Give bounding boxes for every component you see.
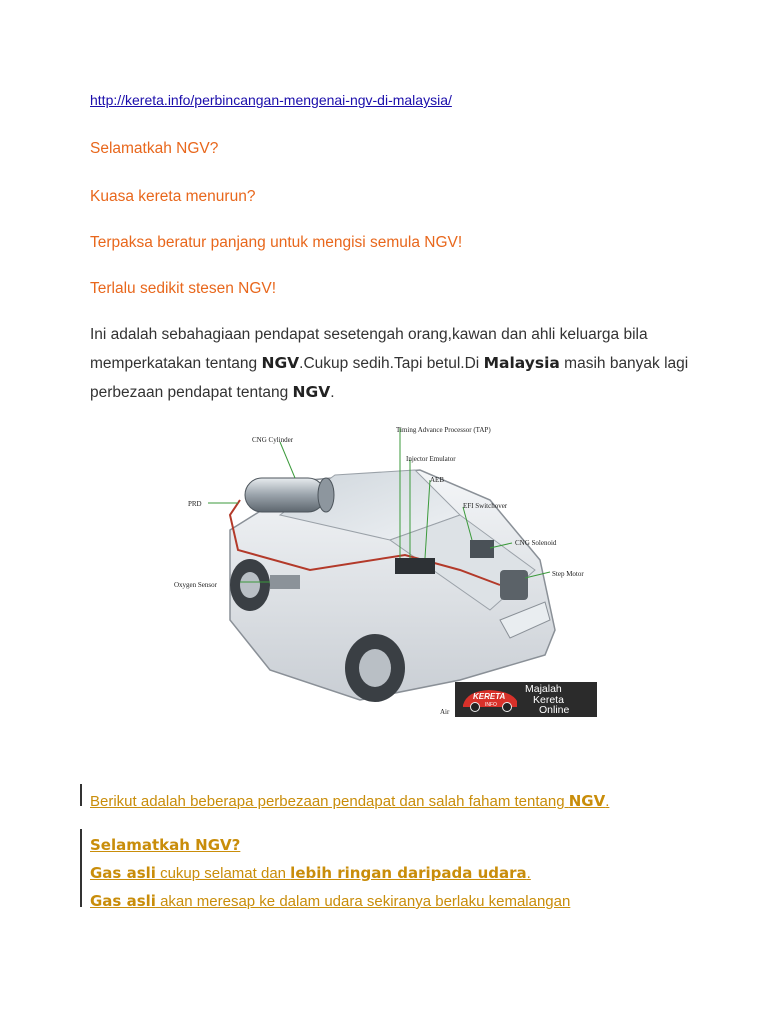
section-intro[interactable] xyxy=(90,792,609,810)
label-cng-cylinder: CNG Cylinder xyxy=(252,436,294,444)
section-intro-text: Berikut adalah beberapa perbezaan pendapat dan salah faham tentang xyxy=(90,793,569,810)
label-oxygen-sensor: Oxygen Sensor xyxy=(174,581,217,589)
line2-text: akan meresap ke dalam udara sekiranya berlaku kemalangan xyxy=(155,893,571,910)
label-step-motor: Step Motor xyxy=(552,570,584,578)
section-line-2[interactable] xyxy=(90,892,570,910)
cng-cylinder xyxy=(245,478,334,512)
section-line-1[interactable] xyxy=(90,864,531,882)
intro-text-3: masih banyak lagi perbezaan pendapat tentang xyxy=(90,355,689,401)
question-2: Kuasa kereta menurun? xyxy=(90,188,256,205)
ngv-car-diagram xyxy=(160,420,590,720)
logo-sub: INFO xyxy=(485,702,497,708)
section-intro-ngv: NGV xyxy=(568,792,606,810)
component-boxes xyxy=(395,558,435,574)
intro-text-4: . xyxy=(330,384,335,401)
logo-word: KERETA xyxy=(473,692,506,701)
badge-line-2: Kereta xyxy=(533,693,564,706)
question-4: Terlalu sedikit stesen NGV! xyxy=(90,280,277,297)
line2-bold: Gas asli xyxy=(90,892,156,910)
section-heading[interactable] xyxy=(90,836,240,854)
question-1: Selamatkah NGV? xyxy=(90,140,219,157)
intro-text-1: Ini adalah sebahagiaan pendapat sesetengah orang,kawan dan ahli keluarga bila memperkatakan tentang xyxy=(90,326,648,372)
section-heading-text: Selamatkah NGV? xyxy=(90,836,241,854)
section-intro-end: . xyxy=(605,793,610,810)
badge-text xyxy=(525,684,569,716)
line1-bold-a: Gas asli xyxy=(90,864,156,882)
quote-bar-2 xyxy=(80,829,82,887)
quote-bar-3 xyxy=(80,887,82,907)
badge-line-3: Online xyxy=(539,704,570,716)
label-tap: Timing Advance Processor (TAP) xyxy=(396,426,491,434)
intro-ngv-1: NGV xyxy=(261,354,300,372)
label-air: Air xyxy=(440,708,450,716)
line1-end: . xyxy=(526,865,531,882)
quote-bar-1 xyxy=(80,784,82,806)
label-prd: PRD xyxy=(188,500,202,508)
label-aeb: AEB xyxy=(430,476,444,484)
label-injector-emulator: Injector Emulator xyxy=(406,455,456,463)
intro-malaysia: Malaysia xyxy=(483,354,560,372)
question-3: Terpaksa beratur panjang untuk mengisi semula NGV! xyxy=(90,234,463,251)
intro-text-2: .Cukup sedih.Tapi betul.Di xyxy=(299,355,484,372)
line1-bold-b: lebih ringan daripada udara xyxy=(290,864,527,882)
kereta-logo-icon xyxy=(459,685,521,713)
intro-paragraph xyxy=(90,320,690,407)
label-efi-switchover: EFI Switchover xyxy=(463,502,508,510)
line1-text: cukup selamat dan xyxy=(155,865,291,882)
kereta-info-badge xyxy=(455,682,597,717)
intro-ngv-2: NGV xyxy=(292,383,331,401)
source-link[interactable]: http://kereta.info/perbincangan-mengenai-ngv-di-malaysia/ xyxy=(90,92,452,108)
label-cng-solenoid: CNG Solenoid xyxy=(515,539,557,547)
badge-line-1: Majalah xyxy=(525,683,562,695)
